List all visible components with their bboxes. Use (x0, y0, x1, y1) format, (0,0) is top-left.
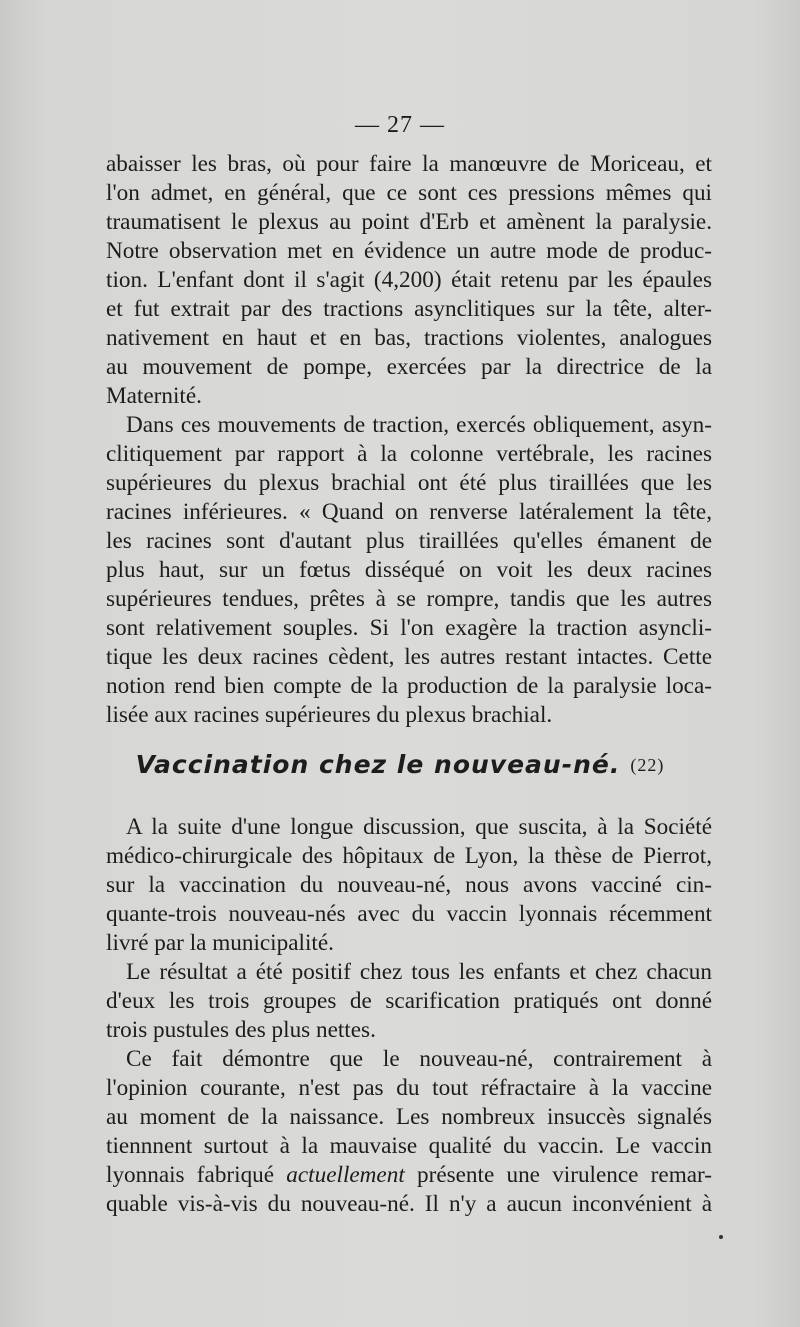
section-heading (0, 750, 800, 779)
text-line: médico-chirurgicale des hôpitaux de Lyon, la thèse de Pierrot, (106, 843, 712, 869)
ink-speck (719, 1235, 723, 1239)
text-line: sont relativement souples. Si l'on exagère la traction asyncli- (106, 615, 712, 641)
text-line: supérieures du plexus brachial ont été plus tiraillées que les (106, 470, 712, 496)
text-line: clitiquement par rapport à la colonne vertébrale, les racines (106, 441, 712, 467)
text-line: sur la vaccination du nouveau-né, nous avons vacciné cin- (106, 872, 712, 898)
text-line: quable vis-à-vis du nouveau-né. Il n'y a aucun inconvénient à (106, 1191, 712, 1217)
section-reference-number: (22) (630, 755, 665, 775)
text-line (106, 1161, 712, 1190)
text-line: l'on admet, en général, que ce sont ces pressions mêmes qui (106, 180, 712, 206)
text-line: nativement en haut et en bas, tractions violentes, analogues (106, 325, 712, 351)
text-line: les racines sont d'autant plus tiraillées qu'elles émanent de (106, 528, 712, 554)
text-line: au mouvement de pompe, exercées par la directrice de la (106, 354, 712, 380)
text-line: Le résultat a été positif chez tous les enfants et chez chacun (126, 959, 712, 985)
text-line: lisée aux racines supérieures du plexus brachial. (106, 702, 553, 728)
text-line: tiennnent surtout à la mauvaise qualité du vaccin. Le vaccin (106, 1133, 712, 1159)
text-line: au moment de la naissance. Les nombreux insuccès signalés (106, 1104, 712, 1130)
text-segment: présente une virulence remar- (417, 1162, 713, 1188)
text-line: livré par la municipalité. (106, 930, 334, 956)
text-line: quante-trois nouveau-nés avec du vaccin lyonnais récemment (106, 901, 712, 927)
text-line: tique les deux racines cèdent, les autres restant intactes. Cette (106, 644, 712, 670)
text-line: supérieures tendues, prêtes à se rompre, tandis que les autres (106, 586, 712, 612)
text-line: Maternité. (106, 383, 202, 409)
text-line: et fut extrait par des tractions asynclitiques sur la tête, alter- (106, 296, 712, 322)
section-heading-title: Vaccination chez le nouveau-né. (135, 750, 621, 779)
text-line: trois pustules des plus nettes. (106, 1017, 376, 1043)
italic-word: actuellement (286, 1162, 405, 1188)
text-segment: lyonnais fabriqué (106, 1162, 275, 1188)
text-line: plus haut, sur un fœtus disséqué on voit les deux racines (106, 557, 712, 583)
text-line: l'opinion courante, n'est pas du tout réfractaire à la vaccine (106, 1075, 712, 1101)
text-line: Notre observation met en évidence un autre mode de produc- (106, 238, 712, 264)
text-line: d'eux les trois groupes de scarification pratiqués ont donné (106, 988, 712, 1014)
text-line: Ce fait démontre que le nouveau-né, contrairement à (126, 1046, 712, 1072)
text-line: racines inférieures. « Quand on renverse latéralement la tête, (106, 499, 712, 525)
text-line: abaisser les bras, où pour faire la manœuvre de Moriceau, et (106, 151, 712, 177)
text-line: notion rend bien compte de la production de la paralysie loca- (106, 673, 712, 699)
text-line: Dans ces mouvements de traction, exercés obliquement, asyn- (126, 412, 712, 438)
text-line: traumatisent le plexus au point d'Erb et amènent la paralysie. (106, 209, 712, 235)
text-line: A la suite d'une longue discussion, que suscita, à la Société (126, 814, 712, 840)
text-line: tion. L'enfant dont il s'agit (4,200) était retenu par les épaules (106, 267, 712, 293)
page-number: — 27 — (355, 112, 445, 138)
